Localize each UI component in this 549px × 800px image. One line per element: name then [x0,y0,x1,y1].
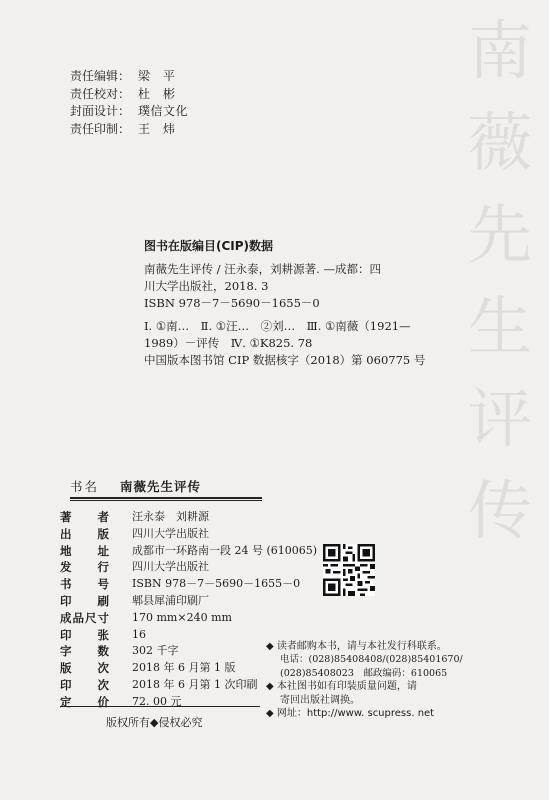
notice-item: ◆ 本社图书如有印装质量问题，请 [266,681,417,693]
info-row [60,509,317,526]
divider [60,706,260,707]
info-value: 170 mm×240 mm [132,610,232,624]
copyright-notice: 版权所有◆侵权必究 [106,716,203,729]
cip-footer: 中国版本图书馆 CIP 数据核字（2018）第 060775 号 [144,353,426,367]
info-value: 16 [132,627,146,641]
credit-row [70,103,188,121]
notice-phone: 电话：(028)85408408/(028)85401670/ [280,654,463,666]
info-row [60,576,317,593]
info-value: 四川大学出版社 [132,526,209,540]
info-label: 出 版 [60,526,110,541]
info-value: 郫县犀浦印刷厂 [132,593,209,607]
cip-classification: Ⅰ. ①南… Ⅱ. ①汪… ②刘… Ⅲ. ①南薇（1921— [144,319,411,333]
watermark-char: 薇 [468,107,532,181]
credit-label: 封面设计： [70,104,131,118]
credit-value: 梁 平 [138,69,176,83]
info-value: 2018 年 6 月第 1 版 [132,661,236,675]
info-label: 字 数 [60,644,110,659]
publisher-website-link[interactable]: ◆ 网址：http://www. scupress. net [266,708,435,720]
info-value: 汪永泰 刘耕源 [132,510,209,523]
credit-value: 杜 彬 [138,86,176,101]
cip-line: ISBN 978－7－5690－1655－0 [144,296,320,310]
credit-label: 责任校对： [70,86,131,101]
info-row [60,610,317,627]
info-label: 书 号 [60,577,110,592]
info-label: 定 价 [60,694,110,709]
cip-classification: 1989）－评传 Ⅳ. ①K825. 78 [144,336,313,350]
info-label: 地 址 [60,543,110,558]
info-row [60,559,317,576]
info-value: 四川大学出版社 [132,560,209,574]
info-row [60,593,317,610]
notice-item-continued: 寄回出版社调换。 [280,694,360,706]
info-row [60,543,317,560]
info-value: ISBN 978－7－5690－1655－0 [132,577,301,591]
info-label: 著 者 [60,510,110,524]
credit-row [70,86,188,104]
watermark-char: 先 [468,199,532,273]
notice-phone: (028)85408023 邮政编码：610065 [280,667,448,679]
divider [70,497,262,499]
divider [70,500,262,501]
info-label: 印 次 [60,677,110,692]
credit-row [70,68,188,86]
notice-item: ◆ 读者邮购本书，请与本社发行科联系。 [266,641,447,652]
info-value: 302 千字 [132,644,179,658]
book-name-label: 书名 [70,479,100,494]
qr-code-icon [323,544,375,596]
info-row [60,526,317,543]
credit-value: 王 炜 [138,121,176,136]
info-label: 版 次 [60,661,110,676]
cip-line: 川大学出版社，2018. 3 [144,279,269,293]
info-value: 成都市一环路南一段 24 号 (610065) [132,543,318,557]
book-title: 南薇先生评传 [120,479,202,494]
cip-data-block [144,238,444,369]
calligraphy-watermark [457,6,543,549]
watermark-char: 传 [468,475,532,549]
info-label: 发 行 [60,560,110,575]
reader-notice [266,640,536,720]
cip-title: 图书在版编目(CIP)数据 [144,239,274,253]
editorial-credits [70,68,188,138]
watermark-char: 南 [468,15,532,89]
info-label: 成品尺寸 [60,610,110,625]
book-name-row [70,477,201,495]
credit-row [70,121,188,139]
info-label: 印 刷 [60,593,110,608]
watermark-char: 生 [468,291,532,365]
info-label: 印 张 [60,627,110,642]
cip-line: 南薇先生评传 / 汪永泰，刘耕源著. —成都：四 [144,262,381,276]
info-value: 72. 00 元 [132,694,182,708]
credit-label: 责任编辑： [70,69,131,83]
watermark-char: 评 [468,383,532,457]
credit-value: 璞信文化 [138,104,189,118]
credit-label: 责任印制： [70,121,131,136]
info-value: 2018 年 6 月第 1 次印刷 [132,677,258,691]
